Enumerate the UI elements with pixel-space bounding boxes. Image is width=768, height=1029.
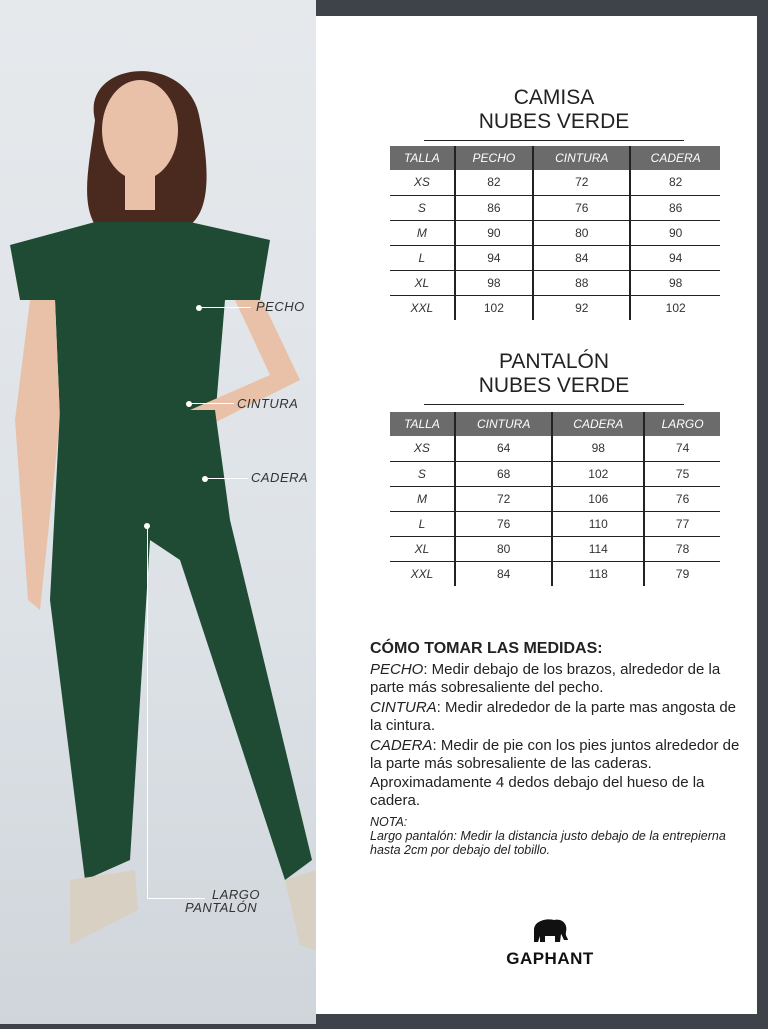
brand-logo: GAPHANT <box>500 918 600 969</box>
table-header-row <box>390 412 720 436</box>
table-cell: XS <box>390 436 455 461</box>
elephant-icon <box>530 918 570 944</box>
table-cell: 74 <box>644 436 720 461</box>
table-cell: 80 <box>455 536 553 561</box>
table-cell: 118 <box>552 561 644 586</box>
table-cell: XXL <box>410 300 434 315</box>
table-row <box>390 270 720 295</box>
column-header: CINTURA <box>533 146 630 170</box>
table-cell: 76 <box>644 486 720 511</box>
table-cell: M <box>390 486 455 511</box>
label-pecho: PECHO <box>256 299 305 314</box>
table-cell: S <box>390 195 455 220</box>
column-header: CADERA <box>630 146 720 170</box>
table-cell: 76 <box>533 195 630 220</box>
table-cell: XS <box>390 170 455 195</box>
table-cell: 76 <box>455 511 553 536</box>
table-cell: XXL <box>410 566 434 581</box>
shirt-title: CAMISA NUBES VERDE <box>424 86 684 141</box>
instruction-cadera: CADERA: Medir de pie con los pies juntos alrededor de la parte más sobresaliente de las caderas. Aproximadamente 4 dedos debajo del hueso de la cadera. <box>370 736 740 809</box>
measuring-instructions <box>370 640 740 857</box>
table-cell: 90 <box>630 220 720 245</box>
table-cell: M <box>390 220 455 245</box>
table-row <box>390 511 720 536</box>
table-row <box>390 486 720 511</box>
table-row <box>390 245 720 270</box>
column-header: TALLA <box>390 412 455 436</box>
table-cell: 68 <box>455 461 553 486</box>
table-cell: S <box>390 461 455 486</box>
column-header: TALLA <box>390 146 455 170</box>
table-cell: 78 <box>644 536 720 561</box>
table-cell: 84 <box>533 245 630 270</box>
table-cell: 102 <box>455 295 534 320</box>
table-cell: 92 <box>533 295 630 320</box>
table-cell: 98 <box>455 270 534 295</box>
label-cadera: CADERA <box>251 470 309 485</box>
instruction-pecho: PECHO: Medir debajo de los brazos, alrededor de la parte más sobresaliente del pecho. <box>370 660 721 696</box>
table-row <box>390 561 720 586</box>
table-cell: 84 <box>455 561 553 586</box>
table-cell: 102 <box>630 295 720 320</box>
table-cell: 114 <box>552 536 644 561</box>
table-cell: 94 <box>455 245 534 270</box>
table-cell: 82 <box>630 170 720 195</box>
table-row <box>390 170 720 195</box>
table-cell: 72 <box>533 170 630 195</box>
table-cell: 98 <box>630 270 720 295</box>
table-cell: 94 <box>630 245 720 270</box>
table-row <box>390 195 720 220</box>
table-cell: 77 <box>644 511 720 536</box>
table-cell: 64 <box>455 436 553 461</box>
table-cell: 82 <box>455 170 534 195</box>
table-cell: 75 <box>644 461 720 486</box>
table-cell: L <box>390 511 455 536</box>
model-photo <box>0 0 316 1024</box>
instructions-title: CÓMO TOMAR LAS MEDIDAS: <box>370 640 603 657</box>
label-pantalon: PANTALÓN <box>185 900 258 915</box>
table-cell: 72 <box>455 486 553 511</box>
note: NOTA: Largo pantalón: Medir la distancia justo debajo de la entrepierna hasta 2cm por debajo del tobillo. <box>370 814 726 857</box>
table-cell: 102 <box>552 461 644 486</box>
label-cintura: CINTURA <box>237 396 299 411</box>
table-row <box>390 536 720 561</box>
table-cell: 86 <box>630 195 720 220</box>
shirt-size-table <box>390 146 720 320</box>
table-cell: L <box>390 245 455 270</box>
column-header: LARGO <box>644 412 720 436</box>
table-cell: XL <box>390 536 455 561</box>
table-cell: 86 <box>455 195 534 220</box>
column-header: CADERA <box>552 412 644 436</box>
table-row <box>390 436 720 461</box>
table-header-row <box>390 146 720 170</box>
column-header: CINTURA <box>455 412 553 436</box>
table-cell: XL <box>390 270 455 295</box>
table-cell: 106 <box>552 486 644 511</box>
column-header: PECHO <box>455 146 534 170</box>
table-row <box>390 220 720 245</box>
table-cell: 110 <box>552 511 644 536</box>
table-row <box>390 461 720 486</box>
table-row <box>390 295 720 320</box>
table-cell: 80 <box>533 220 630 245</box>
model-illustration <box>0 0 316 1024</box>
table-cell: 88 <box>533 270 630 295</box>
table-cell: 90 <box>455 220 534 245</box>
table-cell: 79 <box>644 561 720 586</box>
table-cell: 98 <box>552 436 644 461</box>
pants-title: PANTALÓN NUBES VERDE <box>424 350 684 405</box>
label-largo: LARGO <box>212 887 261 902</box>
pants-size-table <box>390 412 720 586</box>
instruction-cintura: CINTURA: Medir alrededor de la parte mas angosta de la cintura. <box>370 698 737 734</box>
